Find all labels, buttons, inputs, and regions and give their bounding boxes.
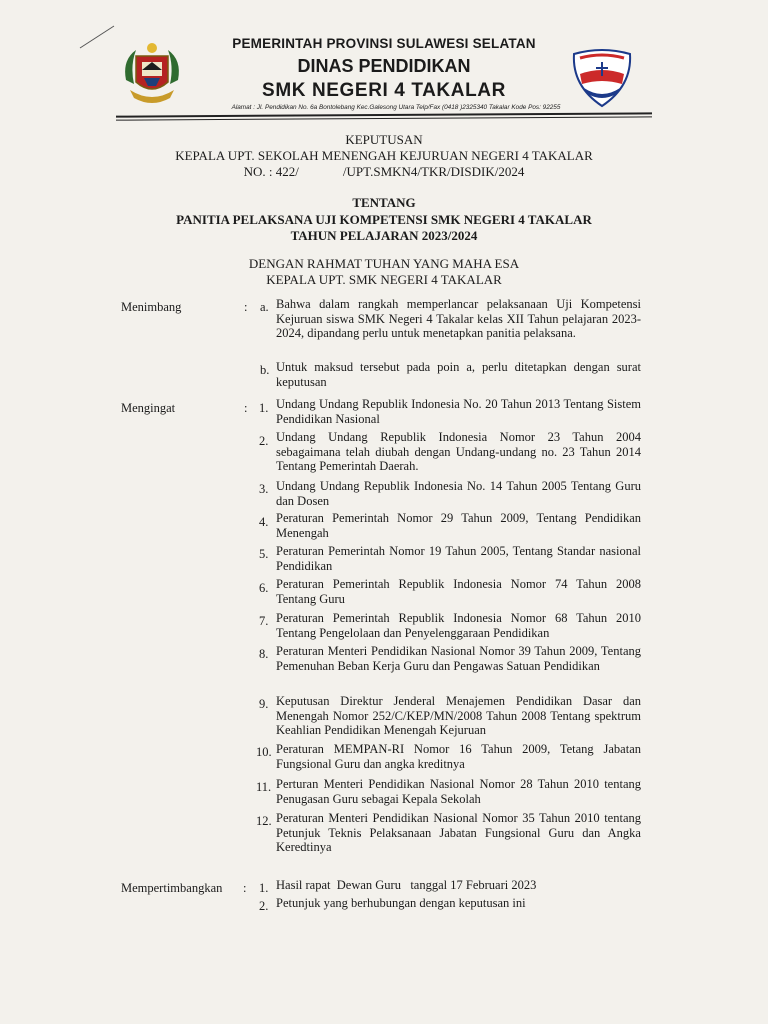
menimbang-label: Menimbang [121, 300, 182, 314]
mengingat-marker: 8. [259, 647, 269, 661]
mengingat-item: Peraturan Menteri Pendidikan Nasional Nomor 35 Tahun 2010 tentang Petunjuk Teknis Pelaksanaan Jabatan Fungsional Guru dan Angka Keredtinya [276, 811, 641, 854]
mempertimbangkan-label: Mempertimbangkan [121, 881, 223, 895]
decree-about: TENTANG [352, 195, 416, 210]
decree-signer: KEPALA UPT. SMK NEGERI 4 TAKALAR [266, 272, 502, 287]
school-address: Alamat : Jl. Pendidikan No. 6a Bontolebang Kec.Galesong Utara Telp/Fax (0418 )2325340 Takalar Kode Pos: 92255 [231, 104, 561, 111]
mengingat-marker: 10. [256, 745, 272, 759]
mengingat-item: Peraturan MEMPAN-RI Nomor 16 Tahun 2009, Tetang Jabatan Fungsional Guru dan angka kreditnya [276, 742, 641, 771]
decree-authority: KEPALA UPT. SEKOLAH MENENGAH KEJURUAN NEGERI 4 TAKALAR [175, 148, 593, 163]
mengingat-item: Keputusan Direktur Jenderal Menajemen Pendidikan Dasar dan Menengah Nomor 252/C/KEP/MN/2008 Tahun 2008 Tentang spektrum Keahlian Pendidikan Menengah Kejuruan [276, 694, 641, 737]
menimbang-marker: b. [260, 363, 270, 377]
mengingat-marker: 11. [256, 780, 272, 794]
mengingat-marker: 12. [256, 814, 272, 828]
government-name: PEMERINTAH PROVINSI SULAWESI SELATAN [232, 36, 536, 51]
decree-heading: KEPUTUSAN [345, 132, 423, 147]
school-name: SMK NEGERI 4 TAKALAR [262, 80, 506, 101]
mengingat-marker: 9. [259, 697, 269, 711]
decree-blessing: DENGAN RAHMAT TUHAN YANG MAHA ESA [248, 256, 520, 271]
mengingat-marker: 1. [259, 401, 269, 415]
mengingat-marker: 7. [259, 614, 269, 628]
mempertimbangkan-marker: 2. [259, 899, 269, 913]
mengingat-marker: 3. [259, 482, 269, 496]
mengingat-item: Peraturan Pemerintah Nomor 29 Tahun 2009, Tentang Pendidikan Menengah [276, 511, 641, 540]
mempertimbangkan-item: Petunjuk yang berhubungan dengan keputusan ini [276, 896, 526, 910]
mengingat-marker: 4. [259, 515, 269, 529]
mempertimbangkan-item: Hasil rapat Dewan Guru tanggal 17 Februari 2023 [276, 878, 537, 892]
decree-subject-line1: PANITIA PELAKSANA UJI KOMPETENSI SMK NEGERI 4 TAKALAR [176, 212, 592, 227]
mengingat-item: Perturan Menteri Pendidikan Nasional Nomor 28 Tahun 2010 tentang Penugasan Guru sebagai Kepala Sekolah [276, 777, 641, 806]
decree-number-label: NO. : 422/ [243, 164, 299, 179]
mengingat-item: Undang Undang Republik Indonesia No. 14 Tahun 2005 Tentang Guru dan Dosen [276, 479, 641, 508]
decree-number [0, 164, 768, 180]
mengingat-label: Mengingat [121, 401, 176, 415]
mempertimbangkan-marker: 1. [259, 881, 269, 895]
mempertimbangkan-colon: : [243, 881, 247, 895]
mengingat-marker: 6. [259, 581, 269, 595]
menimbang-item: Bahwa dalam rangkah memperlancar pelaksanaan Uji Kompetensi Kejuruan siswa SMK Negeri 4 Takalar kelas XII Tahun pelajaran 2023-2024, dipandang perlu untuk menetapkan panitia pelaksana. [276, 297, 641, 340]
mengingat-item: Undang Undang Republik Indonesia Nomor 23 Tahun 2004 sebagaimana telah diubah dengan Undang-undang no. 23 Tahun 2014 Tentang Pemerintah Daerah. [276, 430, 641, 473]
mengingat-item: Undang Undang Republik Indonesia No. 20 Tahun 2013 Tentang Sistem Pendidikan Nasional [276, 397, 641, 426]
mengingat-marker: 5. [259, 547, 269, 561]
decree-number-code: /UPT.SMKN4/TKR/DISDIK/2024 [342, 164, 525, 179]
mengingat-item: Peraturan Pemerintah Nomor 19 Tahun 2005, Tentang Standar nasional Pendidikan [276, 544, 641, 573]
menimbang-marker: a. [260, 300, 269, 314]
mengingat-marker: 2. [259, 434, 269, 448]
menimbang-colon: : [244, 300, 248, 314]
mengingat-colon: : [244, 401, 248, 415]
mengingat-item: Peraturan Pemerintah Republik Indonesia Nomor 68 Tahun 2010 Tentang Pengelolaan dan Penyelenggaraan Pendidikan [276, 611, 641, 640]
decree-subject-line2: TAHUN PELAJARAN 2023/2024 [290, 228, 478, 243]
menimbang-item: Untuk maksud tersebut pada poin a, perlu ditetapkan dengan surat keputusan [276, 360, 641, 389]
department-name: DINAS PENDIDIKAN [297, 56, 471, 76]
mengingat-item: Peraturan Menteri Pendidikan Nasional Nomor 39 Tahun 2009, Tentang Pemenuhan Beban Kerja Guru dan Pengawas Satuan Pendidikan [276, 644, 641, 673]
mengingat-item: Peraturan Pemerintah Republik Indonesia Nomor 74 Tahun 2008 Tentang Guru [276, 577, 641, 606]
